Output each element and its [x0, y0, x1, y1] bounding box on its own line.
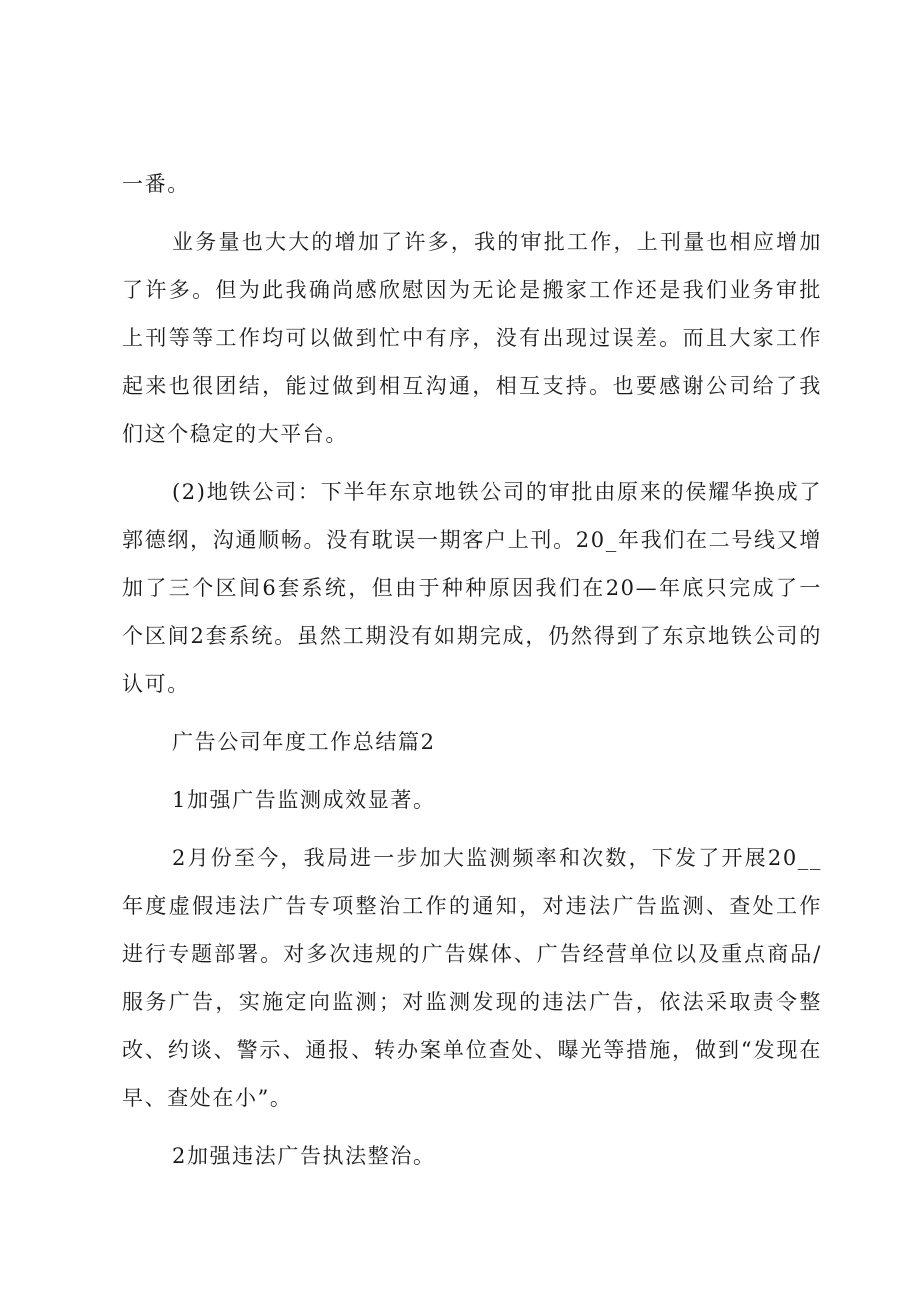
subheading-enforcement: 2加强违法广告执法整治。 [172, 1144, 436, 1168]
document-body [122, 160, 822, 1180]
paragraph-continuation: 一番。 [122, 172, 190, 196]
paragraph-gap [122, 824, 822, 834]
paragraph-gap [122, 1122, 822, 1132]
paragraph-gap [122, 458, 822, 468]
paragraph-workload: 业务量也大大的增加了许多，我的审批工作，上刊量也相应增加了许多。但为此我确尚感欣慰因为无论是搬家工作还是我们业务审批上刊等等工作均可以做到忙中有序，没有出现过误差。而且大家工作起来也很团结，能过做到相互沟通，相互支持。也要感谢公司给了我们这个稳定的大平台。 [122, 230, 822, 446]
section-title: 广告公司年度工作总结篇2 [172, 730, 436, 754]
paragraph-metro-company: (2)地铁公司：下半年东京地铁公司的审批由原来的侯耀华换成了郭德纲，沟通顺畅。没有耽误一期客户上刊。20_年我们在二号线又增加了三个区间6套系统，但由于种种原因我们在20—年底只完成了一个区间2套系统。虽然工期没有如期完成，仍然得到了东京地铁公司的认可。 [122, 480, 822, 696]
paragraph-gap [122, 708, 822, 718]
paragraph-gap [122, 208, 822, 218]
paragraph-monitoring-detail: 2月份至今，我局进一步加大监测频率和次数，下发了开展20__年度虚假违法广告专项整治工作的通知，对违法广告监测、查处工作进行专题部署。对多次违规的广告媒体、广告经营单位以及重点商品/服务广告，实施定向监测；对监测发现的违法广告，依法采取责令整改、约谈、警示、通报、转办案单位查处、曝光等措施，做到“发现在早、查处在小”。 [122, 846, 822, 1110]
paragraph-gap [122, 766, 822, 776]
subheading-monitoring: 1加强广告监测成效显著。 [172, 788, 436, 812]
